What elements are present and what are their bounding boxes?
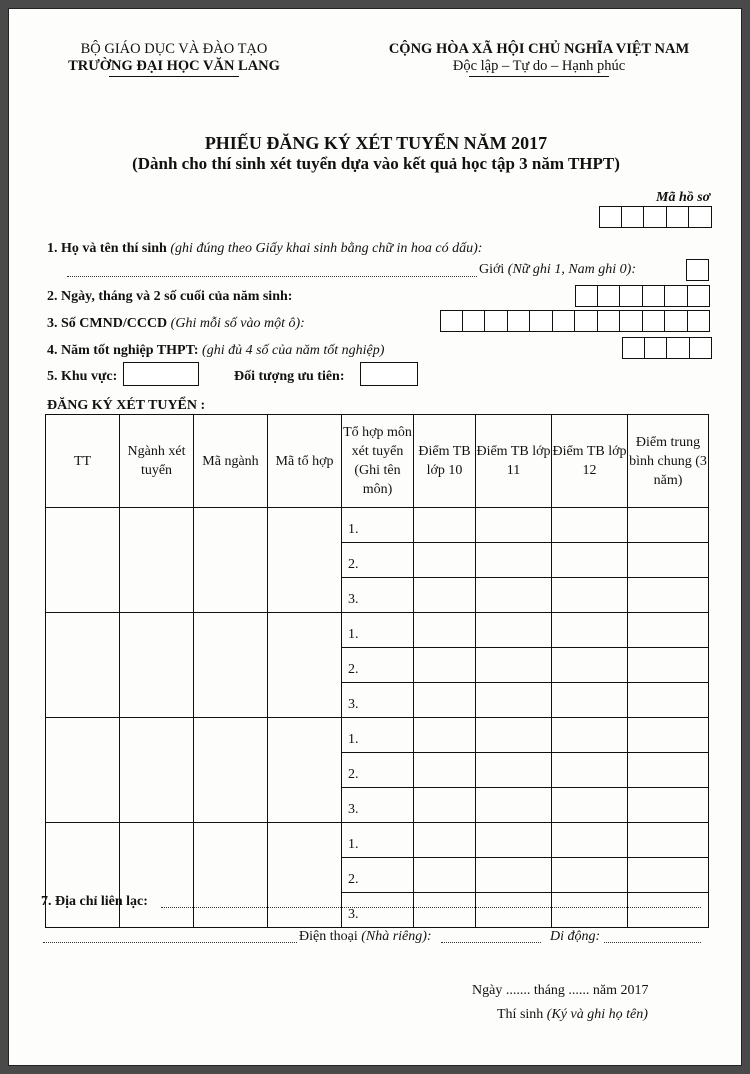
grade-cell[interactable]	[552, 613, 628, 648]
grade-cell[interactable]	[414, 753, 476, 788]
mobile-input-line[interactable]	[604, 942, 701, 943]
header-cell-subjects: Tổ hợp môn xét tuyển (Ghi tên môn)	[342, 415, 414, 508]
grade-cell[interactable]	[552, 858, 628, 893]
grade-cell[interactable]	[628, 893, 709, 928]
dob-field-label: 2. Ngày, tháng và 2 số cuối của năm sinh:	[47, 289, 293, 304]
file-code-label: Mã hồ sơ	[656, 190, 711, 205]
grade-cell[interactable]	[628, 858, 709, 893]
form-title: PHIẾU ĐĂNG KÝ XÉT TUYỂN NĂM 2017	[204, 133, 548, 153]
grade-cell[interactable]	[552, 683, 628, 718]
grade-cell[interactable]	[628, 613, 709, 648]
header-cell-grade11: Điểm TB lớp 11	[476, 415, 552, 508]
major-code-cell[interactable]	[194, 613, 268, 718]
grade-cell[interactable]	[552, 823, 628, 858]
register-heading: ĐĂNG KÝ XÉT TUYỂN :	[47, 398, 206, 413]
dob-boxes[interactable]	[575, 285, 710, 307]
combo-code-cell[interactable]	[268, 823, 342, 928]
header-underline-left	[109, 76, 239, 77]
header-cell-grade12: Điểm TB lớp 12	[552, 415, 628, 508]
header-cell-grade10: Điểm TB lớp 10	[414, 415, 476, 508]
subject-cell[interactable]: 3.	[342, 788, 414, 823]
major-cell[interactable]	[120, 823, 194, 928]
ministry-name: BỘ GIÁO DỤC VÀ ĐÀO TẠO	[80, 41, 268, 57]
grade-cell[interactable]	[628, 718, 709, 753]
id-field-label: 3. Số CMND/CCCD (Ghi mỗi số vào một ô):	[47, 316, 305, 331]
grade-cell[interactable]	[414, 578, 476, 613]
priority-box[interactable]	[360, 362, 418, 386]
grade-cell[interactable]	[628, 823, 709, 858]
national-motto: Độc lập – Tự do – Hạnh phúc	[452, 58, 626, 74]
subject-cell[interactable]: 1.	[342, 823, 414, 858]
table-row	[46, 613, 709, 648]
subject-cell[interactable]: 2.	[342, 648, 414, 683]
grade-cell[interactable]	[628, 508, 709, 543]
subject-cell[interactable]: 1.	[342, 508, 414, 543]
republic-name: CỘNG HÒA XÃ HỘI CHỦ NGHĨA VIỆT NAM	[388, 41, 690, 57]
grade-cell[interactable]	[476, 543, 552, 578]
subject-cell[interactable]: 2.	[342, 753, 414, 788]
grade-cell[interactable]	[476, 508, 552, 543]
grade-cell[interactable]	[476, 858, 552, 893]
phone-input-line[interactable]	[441, 942, 541, 943]
combo-code-cell[interactable]	[268, 613, 342, 718]
grade-cell[interactable]	[552, 648, 628, 683]
header-cell-major: Ngành xét tuyển	[120, 415, 194, 508]
grade-cell[interactable]	[476, 718, 552, 753]
grade-cell[interactable]	[552, 508, 628, 543]
grade-cell[interactable]	[476, 683, 552, 718]
gender-box[interactable]	[686, 259, 709, 281]
grade-cell[interactable]	[476, 788, 552, 823]
combo-code-cell[interactable]	[268, 508, 342, 613]
university-name: TRƯỜNG ĐẠI HỌC VĂN LANG	[68, 58, 280, 74]
grade-cell[interactable]	[414, 543, 476, 578]
id-number-boxes[interactable]	[440, 310, 710, 332]
grade-cell[interactable]	[476, 578, 552, 613]
major-code-cell[interactable]	[194, 823, 268, 928]
name-field-label: 1. Họ và tên thí sinh (ghi đúng theo Giấy khai sinh bằng chữ in hoa có dấu):	[47, 241, 483, 256]
registration-table	[45, 414, 709, 928]
major-cell[interactable]	[120, 718, 194, 823]
grade-cell[interactable]	[414, 823, 476, 858]
header-underline-right	[469, 76, 609, 77]
grade-cell[interactable]	[552, 718, 628, 753]
phone-field-label: Điện thoại (Nhà riêng):	[299, 929, 432, 944]
grade-cell[interactable]	[628, 753, 709, 788]
subject-cell[interactable]: 1.	[342, 718, 414, 753]
table-header-row	[46, 415, 709, 508]
grade-cell[interactable]	[414, 683, 476, 718]
gender-field-label: Giới (Nữ ghi 1, Nam ghi 0):	[479, 262, 636, 277]
grad-year-field-label: 4. Năm tốt nghiệp THPT: (ghi đủ 4 số của năm tốt nghiệp)	[47, 343, 385, 358]
subject-cell[interactable]: 2.	[342, 858, 414, 893]
subject-cell[interactable]: 3.	[342, 578, 414, 613]
grade-cell[interactable]	[628, 648, 709, 683]
header-cell-major-code: Mã ngành	[194, 415, 268, 508]
priority-field-label: Đối tượng ưu tiên:	[234, 369, 345, 384]
grade-cell[interactable]	[476, 823, 552, 858]
major-cell[interactable]	[120, 508, 194, 613]
address-input-line-2[interactable]	[43, 942, 297, 943]
major-code-cell[interactable]	[194, 718, 268, 823]
form-subtitle: (Dành cho thí sinh xét tuyển dựa vào kết quả học tập 3 năm THPT)	[132, 154, 620, 173]
combo-code-cell[interactable]	[268, 718, 342, 823]
major-code-cell[interactable]	[194, 508, 268, 613]
tt-cell[interactable]	[46, 823, 120, 928]
grade-cell[interactable]	[414, 648, 476, 683]
grade-cell[interactable]	[552, 543, 628, 578]
grade-cell[interactable]	[628, 578, 709, 613]
grade-cell[interactable]	[628, 683, 709, 718]
header-cell-average: Điểm trung bình chung (3 năm)	[628, 415, 709, 508]
subject-cell[interactable]: 1.	[342, 613, 414, 648]
header-cell-combo-code: Mã tổ hợp	[268, 415, 342, 508]
address-field-label: 7. Địa chỉ liên lạc:	[41, 894, 148, 909]
grade-cell[interactable]	[552, 753, 628, 788]
grade-cell[interactable]	[552, 578, 628, 613]
tt-cell[interactable]	[46, 718, 120, 823]
subject-cell[interactable]: 2.	[342, 543, 414, 578]
table-row	[46, 508, 709, 543]
signer-label: Thí sinh (Ký và ghi họ tên)	[497, 1007, 648, 1022]
grade-cell[interactable]	[476, 613, 552, 648]
grade-cell[interactable]	[476, 893, 552, 928]
table-row	[46, 718, 709, 753]
grade-cell[interactable]	[414, 893, 476, 928]
table-row	[46, 823, 709, 858]
grade-cell[interactable]	[414, 508, 476, 543]
grade-cell[interactable]	[552, 893, 628, 928]
mobile-field-label: Di động:	[550, 929, 601, 944]
grade-cell[interactable]	[552, 788, 628, 823]
tt-cell[interactable]	[46, 508, 120, 613]
grade-cell[interactable]	[476, 648, 552, 683]
grade-cell[interactable]	[414, 613, 476, 648]
grade-cell[interactable]	[414, 858, 476, 893]
subject-cell[interactable]: 3.	[342, 893, 414, 928]
subject-cell[interactable]: 3.	[342, 683, 414, 718]
grade-cell[interactable]	[628, 543, 709, 578]
signature-date-line: Ngày ....... tháng ...... năm 2017	[472, 983, 649, 998]
address-input-line[interactable]	[161, 907, 701, 908]
tt-cell[interactable]	[46, 613, 120, 718]
major-cell[interactable]	[120, 613, 194, 718]
grad-year-boxes[interactable]	[622, 337, 712, 359]
name-input-line[interactable]	[67, 276, 477, 277]
grade-cell[interactable]	[628, 788, 709, 823]
file-code-boxes[interactable]	[599, 206, 712, 228]
header-cell-tt: TT	[46, 415, 120, 508]
area-box[interactable]	[123, 362, 199, 386]
area-field-label: 5. Khu vực:	[47, 369, 118, 384]
grade-cell[interactable]	[414, 788, 476, 823]
grade-cell[interactable]	[414, 718, 476, 753]
grade-cell[interactable]	[476, 753, 552, 788]
form-page	[8, 8, 742, 1066]
